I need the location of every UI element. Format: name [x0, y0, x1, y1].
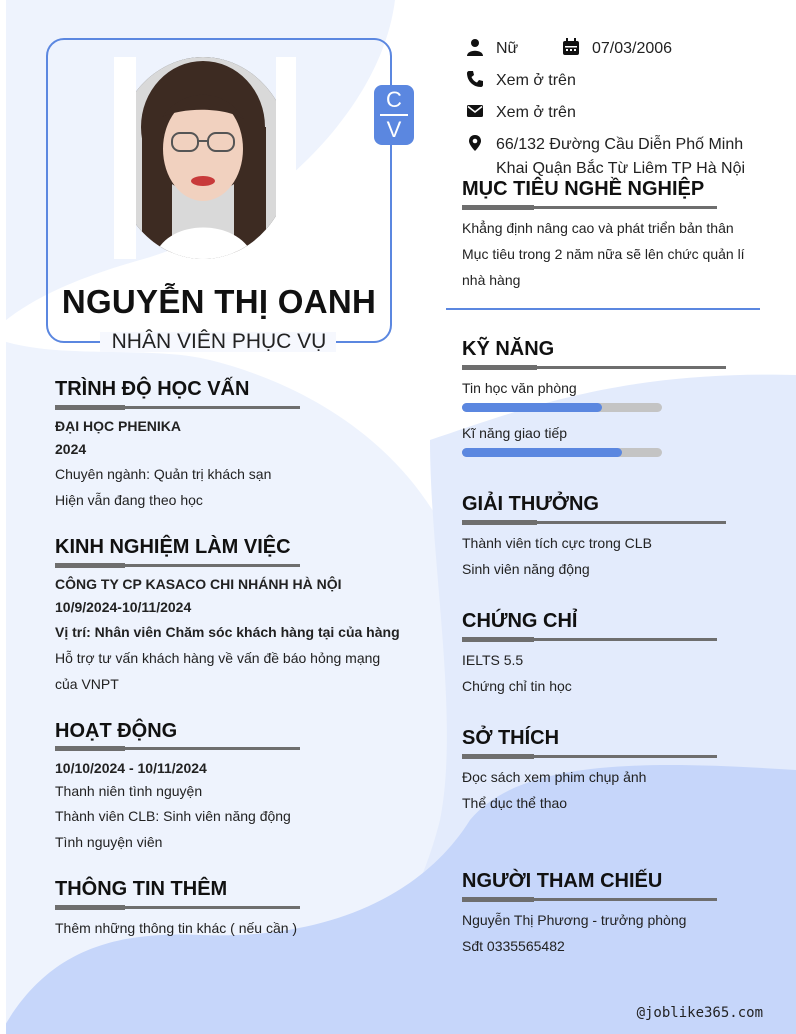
activities-rule — [55, 747, 300, 750]
skill-label: Kĩ năng giao tiếp — [462, 425, 568, 441]
objective-line-1: Khẳng định nâng cao và phát triển bản thân — [462, 220, 734, 236]
contact-phone — [466, 69, 576, 93]
objective-title: MỤC TIÊU NGHỀ NGHIỆP — [462, 178, 705, 200]
education-major: Chuyên ngành: Quản trị khách sạn — [55, 466, 272, 482]
hobby-item: Thể dục thể thao — [462, 795, 568, 811]
contact-gender — [466, 37, 518, 61]
award-item: Thành viên tích cực trong CLB — [462, 535, 652, 551]
education-rule — [55, 406, 300, 409]
watermark: @joblike365.com — [636, 1005, 763, 1021]
skill-bar-fill — [462, 448, 622, 457]
skills-title: KỸ NĂNG — [462, 338, 555, 360]
candidate-role: NHÂN VIÊN PHỤC VỤ — [111, 330, 327, 353]
certificates-rule — [462, 638, 717, 641]
contact-email — [466, 101, 576, 125]
email-value: Xem ở trên — [496, 104, 576, 121]
contact-address — [466, 133, 745, 181]
certificate-item: IELTS 5.5 — [462, 652, 524, 668]
address-value — [496, 133, 745, 181]
contact-dob — [562, 37, 672, 61]
dob-value: 07/03/2006 — [592, 40, 673, 57]
awards-title: GIẢI THƯỞNG — [462, 493, 599, 515]
calendar-icon — [562, 38, 580, 56]
additional-text: Thêm những thông tin khác ( nếu cần ) — [55, 920, 298, 936]
location-pin-icon — [466, 134, 484, 152]
reference-name: Nguyễn Thị Phương - trưởng phòng — [462, 912, 687, 928]
address-line-2: Khai Quận Bắc Từ Liêm TP Hà Nội — [496, 160, 746, 177]
skill-bar — [462, 403, 662, 412]
hobby-item: Đọc sách xem phim chụp ảnh — [462, 769, 647, 785]
experience-desc-line-1: Hỗ trợ tư vấn khách hàng về vấn đề báo hỏng mạng — [55, 650, 381, 666]
education-year: 2024 — [55, 441, 87, 457]
photo-mask — [276, 57, 296, 259]
skill-bar-fill — [462, 403, 602, 412]
objective-line-3: nhà hàng — [462, 272, 521, 288]
objective-line-2: Mục tiêu trong 2 năm nữa sẽ lên chức quản lí — [462, 246, 745, 262]
phone-icon — [466, 70, 484, 88]
address-line-1: 66/132 Đường Cầu Diễn Phố Minh — [496, 136, 744, 153]
experience-rule — [55, 564, 300, 567]
activities-period: 10/10/2024 - 10/11/2024 — [55, 760, 207, 776]
objective-rule — [462, 206, 717, 209]
cv-badge-letter-v: V — [386, 117, 402, 142]
experience-desc-line-2: của VNPT — [55, 676, 119, 692]
divider-line — [446, 308, 760, 310]
cv-badge-divider — [380, 114, 408, 116]
skill-label: Tin học văn phòng — [462, 380, 577, 396]
additional-title: THÔNG TIN THÊM — [55, 878, 228, 900]
photo-mask — [114, 57, 136, 259]
cv-badge — [374, 85, 414, 145]
activity-item: Thành viên CLB: Sinh viên năng động — [55, 808, 291, 824]
skill-bar — [462, 448, 662, 457]
mail-icon — [466, 102, 484, 120]
certificate-item: Chứng chỉ tin học — [462, 678, 572, 694]
certificates-title: CHỨNG CHỈ — [462, 610, 578, 632]
references-title: NGƯỜI THAM CHIẾU — [462, 870, 663, 892]
reference-phone: Sđt 0335565482 — [462, 938, 565, 954]
award-item: Sinh viên năng động — [462, 561, 590, 577]
activity-item: Thanh niên tình nguyện — [55, 783, 203, 799]
hobbies-title: SỞ THÍCH — [462, 727, 560, 749]
phone-value: Xem ở trên — [496, 72, 576, 89]
experience-company: CÔNG TY CP KASACO CHI NHÁNH HÀ NỘI — [55, 576, 342, 592]
activities-title: HOẠT ĐỘNG — [55, 720, 178, 742]
education-title: TRÌNH ĐỘ HỌC VẤN — [55, 378, 250, 400]
gender-value: Nữ — [496, 40, 519, 57]
experience-period: 10/9/2024-10/11/2024 — [55, 599, 192, 615]
references-rule — [462, 898, 717, 901]
education-school: ĐẠI HỌC PHENIKA — [55, 418, 182, 434]
awards-rule — [462, 521, 726, 524]
activity-item: Tình nguyện viên — [55, 834, 163, 850]
person-icon — [466, 38, 484, 56]
education-status: Hiện vẫn đang theo học — [55, 492, 203, 508]
experience-title: KINH NGHIỆM LÀM VIỆC — [55, 536, 291, 558]
profile-photo — [114, 57, 292, 259]
hobbies-rule — [462, 755, 717, 758]
skills-rule — [462, 366, 726, 369]
additional-rule — [55, 906, 300, 909]
candidate-name: NGUYỄN THỊ OANH — [61, 283, 377, 320]
cv-badge-letter-c: C — [386, 87, 402, 112]
experience-position: Vị trí: Nhân viên Chăm sóc khách hàng tại của hàng — [55, 624, 400, 640]
